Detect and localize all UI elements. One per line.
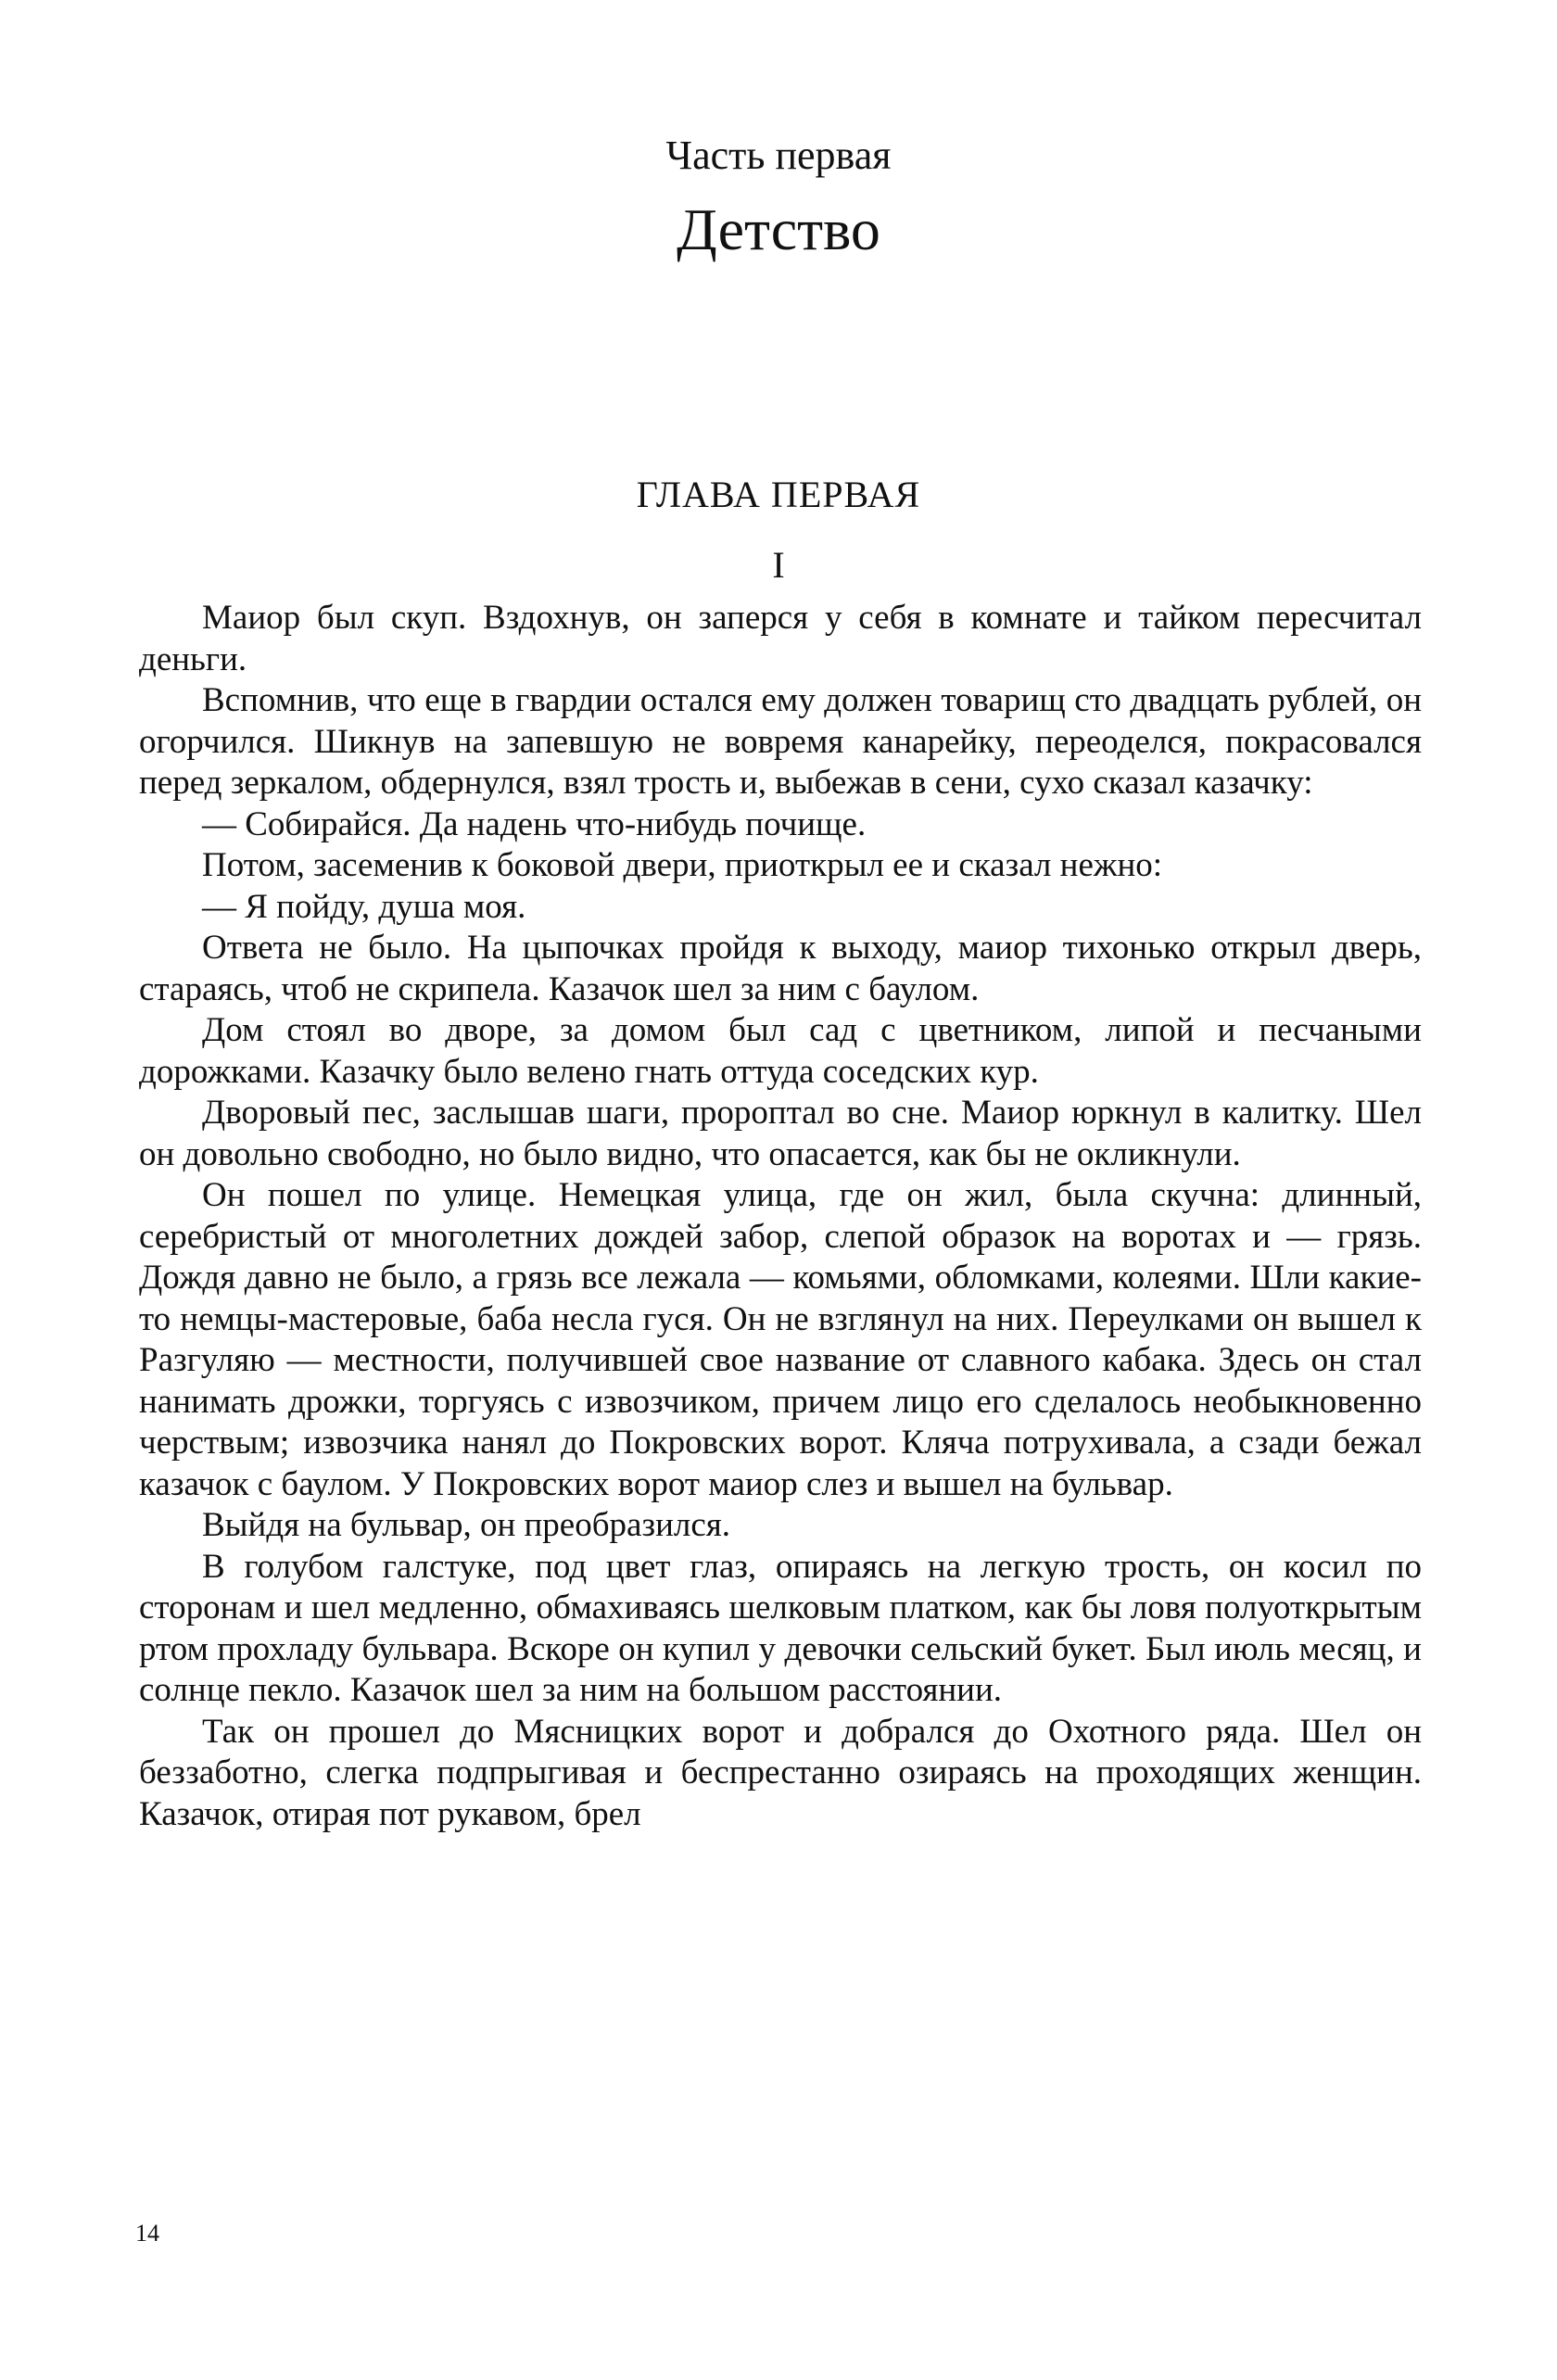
paragraph: Он пошел по улице. Немецкая улица, где он жил, была скучна: длинный, серебристый от многолетних дождей забор, слепой образок на воротах и — грязь. Дождя давно не было, а грязь все лежала — комьями, обломками, колеями. Шли какие-то немцы-мастеровые, баба несла гуся. Он не взглянул на них. Переулками он вышел к Разгуляю — местности, получившей свое название от славного кабака. Здесь он стал нанимать дрожки, торгуясь с извозчиком, причем лицо его сделалось необыкновенно черствым; извозчика нанял до Покровских ворот. Кляча потрухивала, а сзади бежал казачок с баулом. У Покровских ворот маиор слез и вышел на бульвар.	[139, 1176, 1422, 1503]
paragraph: В голубом галстуке, под цвет глаз, опираясь на легкую трость, он косил по сторонам и шел медленно, обмахиваясь шелковым платком, как бы ловя полуоткрытым ртом прохладу бульвара. Вскоре он купил у девочки сельский букет. Был июль месяц, и солнце пекло. Казачок шел за ним на большом расстоянии.	[139, 1547, 1422, 1709]
chapter-title: ГЛАВА ПЕРВАЯ	[636, 474, 921, 515]
paragraph: Выйдя на бульвар, он преобразился.	[202, 1506, 731, 1544]
text-body	[139, 598, 1422, 1835]
paragraph: Потом, засеменив к боковой двери, приоткрыл ее и сказал нежно:	[202, 846, 1163, 884]
paragraph: Маиор был скуп. Вздохнув, он заперся у себя в комнате и тайком пересчитал деньги.	[139, 599, 1422, 678]
paragraph: — Я пойду, душа моя.	[202, 887, 526, 926]
paragraph: Дом стоял во дворе, за домом был сад с цветником, липой и песчаными дорожками. Казачку было велено гнать оттуда соседских кур.	[139, 1011, 1422, 1091]
paragraph: Ответа не было. На цыпочках пройдя к выходу, маиор тихонько открыл дверь, стараясь, чтоб не скрипела. Казачок шел за ним с баулом.	[139, 929, 1422, 1008]
paragraph: Дворовый пес, заслышав шаги, пророптал во сне. Маиор юркнул в калитку. Шел он довольно свободно, но было видно, что опасается, как бы не окликнули.	[139, 1094, 1422, 1173]
page-number: 14	[135, 2220, 159, 2247]
paragraph: — Собирайся. Да надень что-нибудь почище.	[202, 804, 867, 843]
paragraph: Вспомнив, что еще в гвардии остался ему должен товарищ сто двадцать рублей, он огорчился. Шикнув на запевшую не вовремя канарейку, переоделся, покрасовался перед зеркалом, обдернулся, взял трость и, выбежав в сени, сухо сказал казачку:	[139, 681, 1422, 802]
book-title: Детство	[677, 196, 880, 262]
section-number: I	[772, 544, 785, 586]
part-label: Часть первая	[665, 133, 892, 178]
paragraph: Так он прошел до Мясницких ворот и добрался до Охотного ряда. Шел он беззаботно, слегка подпрыгивая и беспрестанно озираясь на проходящих женщин. Казачок, отирая пот рукавом, брел	[139, 1712, 1422, 1833]
